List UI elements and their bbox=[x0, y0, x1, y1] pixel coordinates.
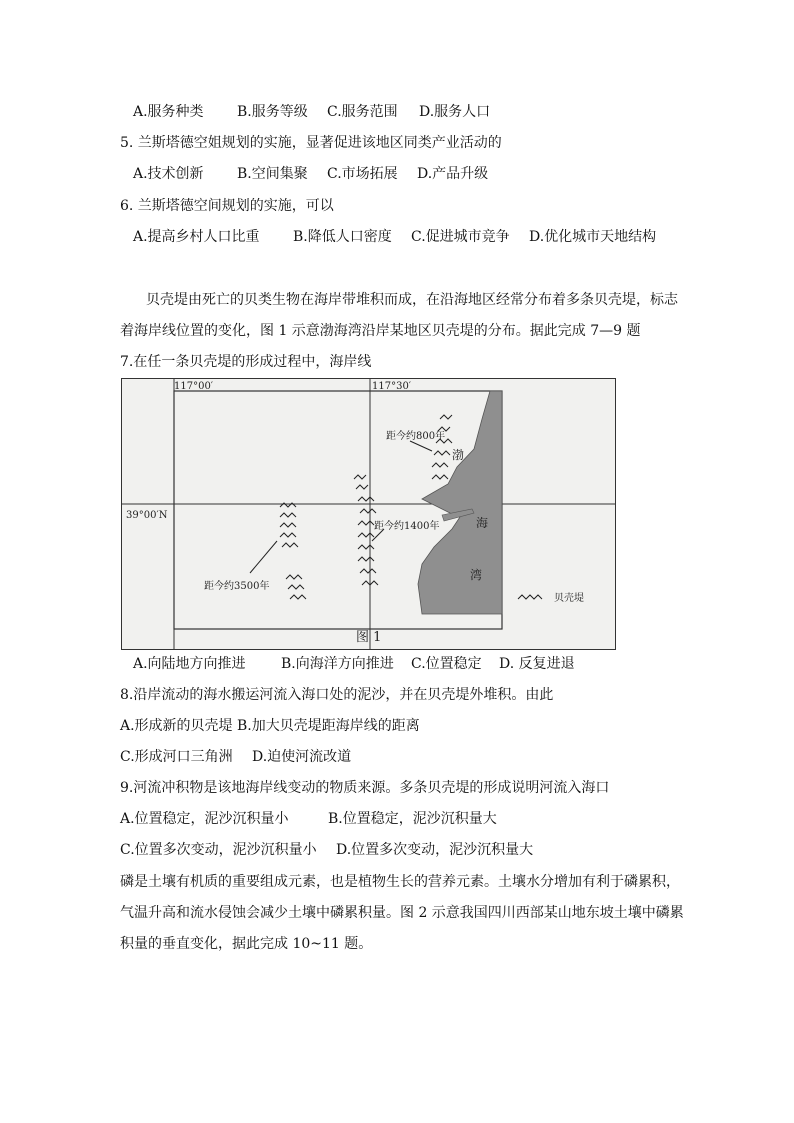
q5-option-a: A.技术创新 bbox=[133, 166, 204, 182]
shell-ridge-800 bbox=[432, 415, 452, 479]
legend-symbol bbox=[518, 595, 542, 599]
bohai-bay-sea bbox=[418, 391, 502, 614]
q9-option-c: C.位置多次变动，泥沙沉积量小 bbox=[120, 842, 317, 858]
label-800: 距今约800年 bbox=[386, 431, 446, 442]
sea-char-bo: 渤 bbox=[452, 448, 465, 462]
passage2-line2: 气温升高和流水侵蚀会减少土壤中磷累积量。图 2 示意我国四川西部某山地东坡土壤中磷累 bbox=[120, 905, 684, 921]
q9-option-a: A.位置稳定，泥沙沉积量小 bbox=[120, 811, 289, 827]
passage1-line2: 着海岸线位置的变化，图 1 示意渤海湾沿岸某地区贝壳堤的分布。据此完成 7—9 题 bbox=[120, 323, 641, 339]
q5-option-c: C.市场拓展 bbox=[327, 166, 398, 182]
q6-stem: 6. 兰斯塔德空间规划的实施，可以 bbox=[120, 198, 334, 214]
q5-option-d: D.产品升级 bbox=[417, 166, 489, 182]
q8-option-c: C.形成河口三角洲 bbox=[120, 749, 233, 765]
q4-option-d: D.服务人口 bbox=[419, 104, 491, 120]
q7-option-c: C.位置稳定 bbox=[411, 656, 482, 672]
lon-right-label: 117°30′ bbox=[372, 381, 412, 392]
q7-stem: 7.在任一条贝壳堤的形成过程中，海岸线 bbox=[120, 354, 372, 370]
q7-option-a: A.向陆地方向推进 bbox=[133, 656, 246, 672]
q4-option-b: B.服务等级 bbox=[237, 104, 308, 120]
figure1-map-svg bbox=[122, 379, 615, 649]
q6-option-b: B.降低人口密度 bbox=[293, 229, 392, 245]
q8-options-ab: A.形成新的贝壳堤 B.加大贝壳堤距海岸线的距离 bbox=[120, 718, 420, 734]
q6-option-c: C.促进城市竞争 bbox=[411, 229, 510, 245]
legend-label: 贝壳堤 bbox=[554, 593, 584, 604]
q6-option-d: D.优化城市天地结构 bbox=[529, 229, 657, 245]
arrow-3500 bbox=[250, 541, 277, 573]
q9-stem: 9.河流冲积物是该地海岸线变动的物质来源。多条贝壳堤的形成说明河流入海口 bbox=[120, 780, 610, 796]
q5-stem: 5. 兰斯塔德空姐规划的实施，显著促进该地区同类产业活动的 bbox=[120, 135, 502, 151]
passage2-line3: 积量的垂直变化，据此完成 10~11 题。 bbox=[120, 936, 373, 952]
q7-option-b: B.向海洋方向推进 bbox=[281, 656, 394, 672]
shell-ridge-3500 bbox=[280, 503, 306, 599]
sea-char-hai: 海 bbox=[476, 516, 489, 530]
q9-option-d: D.位置多次变动，泥沙沉积量大 bbox=[336, 842, 534, 858]
figure1-map bbox=[121, 378, 616, 650]
q4-option-a: A.服务种类 bbox=[133, 104, 204, 120]
lat-label: 39°00′N bbox=[126, 510, 168, 521]
q7-option-d: D. 反复进退 bbox=[499, 656, 575, 672]
q9-option-b: B.位置稳定，泥沙沉积量大 bbox=[328, 811, 497, 827]
q5-option-b: B.空间集聚 bbox=[237, 166, 308, 182]
label-1400: 距今约1400年 bbox=[374, 521, 440, 532]
q4-option-c: C.服务范围 bbox=[327, 104, 398, 120]
passage1-line1: 贝壳堤由死亡的贝类生物在海岸带堆积而成，在沿海地区经常分布着多条贝壳堤，标志 bbox=[146, 292, 678, 308]
q6-option-a: A.提高乡村人口比重 bbox=[133, 229, 260, 245]
sea-char-wan: 湾 bbox=[470, 568, 483, 582]
lon-left-label: 117°00′ bbox=[174, 381, 214, 392]
passage2-line1: 磷是土壤有机质的重要组成元素，也是植物生长的营养元素。土壤水分增加有利于磷累积， bbox=[120, 874, 680, 890]
q8-option-d: D.迫使河流改道 bbox=[252, 749, 352, 765]
q8-stem: 8.沿岸流动的海水搬运河流入海口处的泥沙，并在贝壳堤外堆积。由此 bbox=[120, 687, 554, 703]
arrow-800 bbox=[410, 441, 432, 451]
label-3500: 距今约3500年 bbox=[204, 581, 270, 592]
figure1-caption: 图 1 bbox=[356, 630, 382, 645]
